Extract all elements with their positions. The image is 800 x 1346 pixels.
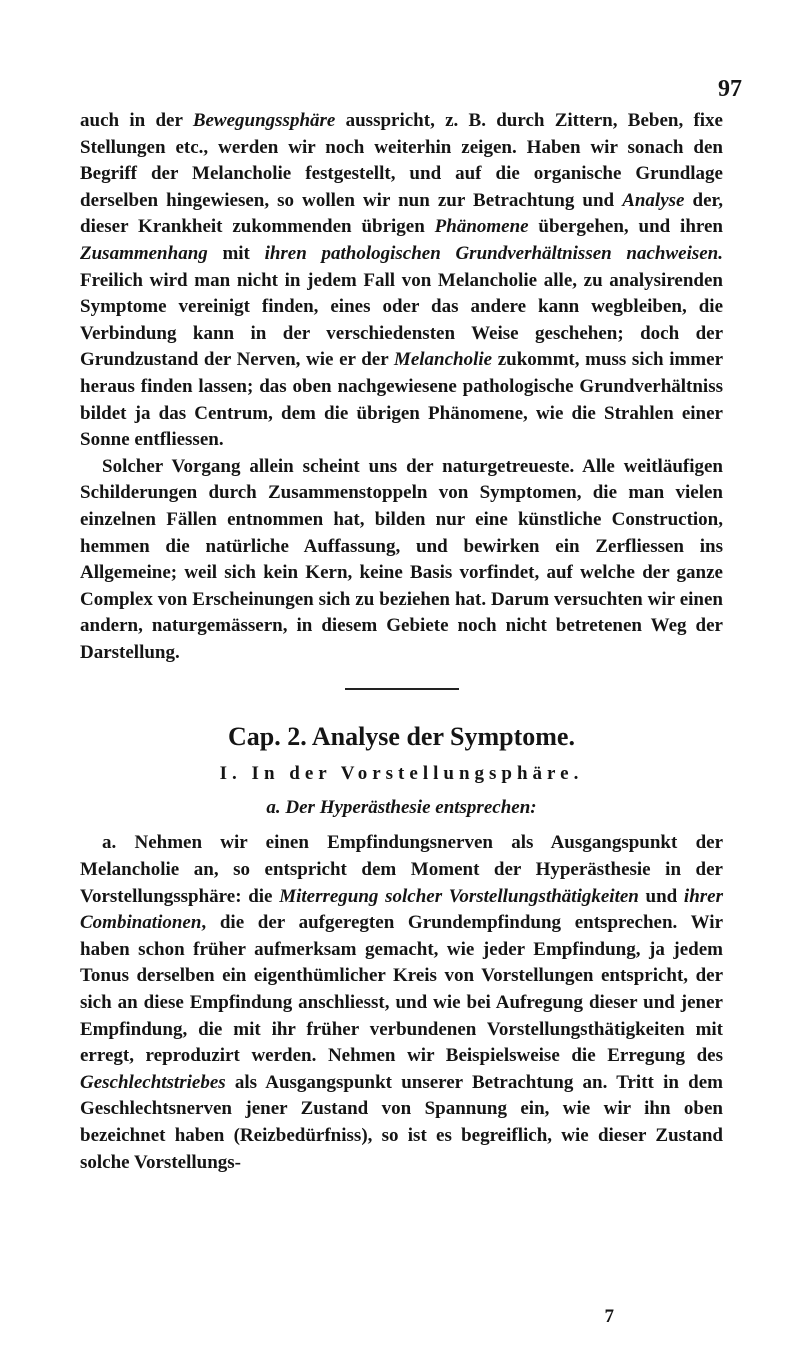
section-heading: I. In der Vorstellungsphäre. (219, 763, 584, 785)
emphasis: Bewegungssphäre (192, 110, 336, 131)
text-run: Freilich wird man nicht in jedem Fall von Melancholie alle, zu analysirenden Symptome vereinigt finden, eines oder das andere kann wegbleiben, die Verbindung kann in der verschiedensten Weise geschehen; doch der Grundzustand der Nerven, wie er der (80, 269, 723, 371)
emphasis: Phänomene (434, 216, 529, 238)
chapter-heading: Cap. 2. Analyse der Symptome. (228, 722, 575, 752)
paragraph-1 (80, 108, 723, 454)
emphasis: ihrer Combinationen (80, 885, 723, 934)
emphasis: Zusammenhang (80, 242, 208, 264)
subsection-heading: a. Der Hyperästhesie entsprechen: (266, 797, 537, 819)
text-run: und (638, 885, 684, 907)
emphasis: Miterregung solcher Vorstellungsthätigkeiten (279, 885, 639, 907)
emphasis: Analyse (622, 189, 685, 211)
text-run: , die der aufgeregten Grundempfindung entsprechen. Wir haben schon früher aufmerksam gemacht, wie jeder Empfindung, ja jedem Tonus derselben ein eigenthümlicher Kreis von Vorstellungen entspricht, der sich an diese Empfindung anschliesst, und wie bei Aufregung dieser und jener Empfindung, die mit ihr früher verbundenen Vorstellungsthätigkeiten mit erregt, reproduzirt werden. Nehmen wir Beispielsweise die Erregung des (80, 912, 723, 1067)
text-run: übergehen, und ihren (528, 216, 723, 238)
emphasis: Melancholie (393, 349, 493, 371)
text-run: ausspricht, z. B. durch Zittern, Beben, fixe Stellungen etc., werden wir noch weiterhin zeigen. Haben wir sonach den Begriff der Melancholie festgestellt, und auf die organische Grundlage derselben hingewiesen, so wollen wir nun zur Betrachtung und (80, 110, 723, 211)
paragraph-3 (80, 830, 723, 1176)
text-run: der, dieser Krankheit zukommenden übrigen (80, 189, 723, 238)
text-run: a. Nehmen wir einen Empfindungsnerven als Ausgangspunkt der Melancholie an, so entspricht dem Moment der Hyperästhesie in der Vorstellungssphäre: die (80, 832, 723, 907)
body-text (80, 108, 723, 1176)
text-run: auch in der (80, 110, 193, 131)
printer-signature: 7 (604, 1306, 614, 1327)
text-run: als Ausgangspunkt unserer Betrachtung an. Tritt in dem Geschlechtsnerven jener Zustand von Spannung ein, wie wir ihn oben bezeichnet haben (Reizbedürfniss), so ist es begreiflich, wie dieser Zustand solche Vorstellungs- (80, 1071, 723, 1173)
section-divider (345, 688, 459, 690)
page-number: 97 (718, 76, 742, 102)
emphasis: Geschlechtstriebes (80, 1071, 226, 1093)
emphasis: ihren pathologischen Grundverhältnissen nachweisen. (264, 242, 723, 264)
text-run: mit (207, 242, 265, 264)
text-run: zukommt, muss sich immer heraus finden lassen; das oben nachgewiesene pathologische Grundverhältniss bildet ja das Centrum, dem die übrigen Phänomene, wie die Strahlen einer Sonne entfliessen. (80, 349, 723, 451)
paragraph-2: Solcher Vorgang allein scheint uns der naturgetreueste. Alle weitläufigen Schilderungen durch Zusammenstoppeln von Symptomen, die man vielen einzelnen Fällen entnommen hat, bilden nur eine künstliche Construction, hemmen die natürliche Auffassung, und bewirken ein Zerfliessen ins Allgemeine; weil sich kein Kern, keine Basis vorfindet, auf welche der ganze Complex von Erscheinungen sich zu beziehen hat. Darum versuchten wir einen andern, naturgemässern, in diesem Gebiete noch nicht betretenen Weg der Darstellung. (80, 455, 723, 663)
